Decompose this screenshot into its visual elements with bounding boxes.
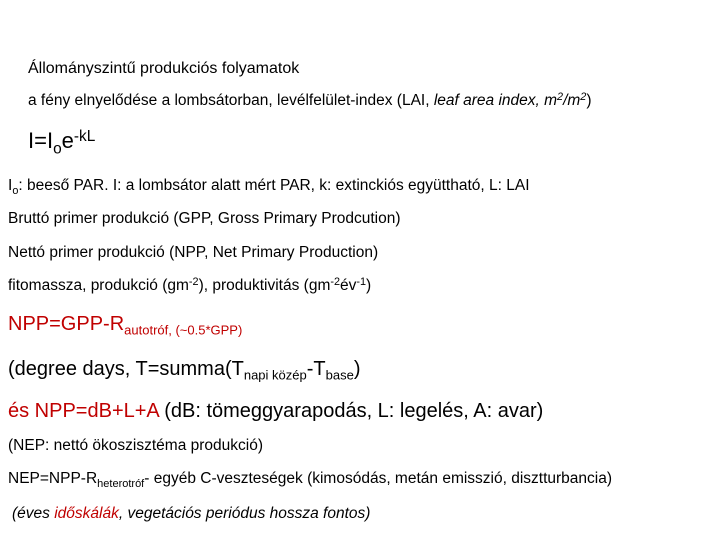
- io-symbol: I: [8, 177, 13, 194]
- npp-equation-subscript: autotróf, (~0.5*GPP): [124, 322, 243, 338]
- formula-subscript: o: [53, 140, 62, 158]
- timescale-note-text: , vegetációs periódus hossza fontos): [118, 505, 371, 522]
- closing-paren: ): [366, 277, 372, 294]
- io-definition-line: [8, 177, 530, 195]
- npp-components-equation: és NPP=dB+L+A: [8, 400, 159, 422]
- degree-days-subscript: base: [325, 367, 354, 383]
- lai-definition: [434, 92, 587, 109]
- degree-days-text: -T: [306, 358, 326, 380]
- timescale-highlight: időskálák: [54, 505, 119, 522]
- nep-equation-main: NEP=NPP-R: [8, 470, 98, 487]
- degree-days-subscript: napi közép: [243, 367, 307, 383]
- light-absorption-text: a fény elnyelődése a lombsátorban, levélfelület-index (LAI,: [28, 92, 434, 109]
- closing-paren: ): [586, 92, 592, 109]
- lai-unit: /m: [563, 92, 581, 109]
- formula-base: e: [61, 128, 74, 153]
- degree-days-line: [8, 358, 361, 381]
- light-absorption-line: [28, 92, 592, 110]
- npp-line: Nettó primer produkció (NPP, Net Primary Production): [8, 244, 379, 261]
- exponent: 2: [580, 91, 587, 104]
- fito-text: ), produktivitás (gm: [198, 277, 331, 294]
- nep-equation-losses: - egyéb C-veszteségek (kimosódás, metán emisszió, disztturbancia): [144, 470, 613, 487]
- exponent: 2: [557, 91, 564, 104]
- npp-equation-main: NPP=GPP-R: [8, 313, 125, 335]
- slide-title: Állományszintű produkciós folyamatok: [28, 60, 300, 77]
- npp-components-legend: (dB: tömeggyarapodás, L: legelés, A: avar): [158, 400, 544, 422]
- timescale-note-text: (éves: [12, 505, 55, 522]
- gpp-line: Bruttó primer produkció (GPP, Gross Primary Prodcution): [8, 210, 401, 227]
- exponent: -2: [188, 276, 199, 289]
- formula-exponent: -kL: [73, 128, 96, 146]
- exponent: -1: [356, 276, 367, 289]
- timescale-note: [12, 505, 370, 523]
- lai-definition-text: leaf area index, m: [433, 92, 558, 109]
- fitomassza-line: [8, 277, 371, 295]
- npp-equation: [8, 313, 242, 336]
- nep-equation-subscript: heterotróf: [97, 477, 145, 490]
- exponent: -2: [330, 276, 341, 289]
- io-subscript: o: [12, 184, 19, 197]
- fito-text: év: [340, 277, 357, 294]
- beer-lambert-formula: [28, 128, 96, 158]
- formula-lhs: I=I: [28, 128, 54, 153]
- npp-components-line: [8, 400, 543, 423]
- fito-text: fitomassza, produkció (gm: [8, 277, 189, 294]
- closing-paren: ): [353, 358, 361, 380]
- degree-days-text: (degree days, T=summa(T: [8, 358, 244, 380]
- nep-equation-line: [8, 470, 612, 488]
- nep-definition: (NEP: nettó ökoszisztéma produkció): [8, 437, 263, 454]
- io-definition-text: : beeső PAR. I: a lombsátor alatt mért PAR, k: extinckiós együttható, L: LAI: [18, 177, 530, 194]
